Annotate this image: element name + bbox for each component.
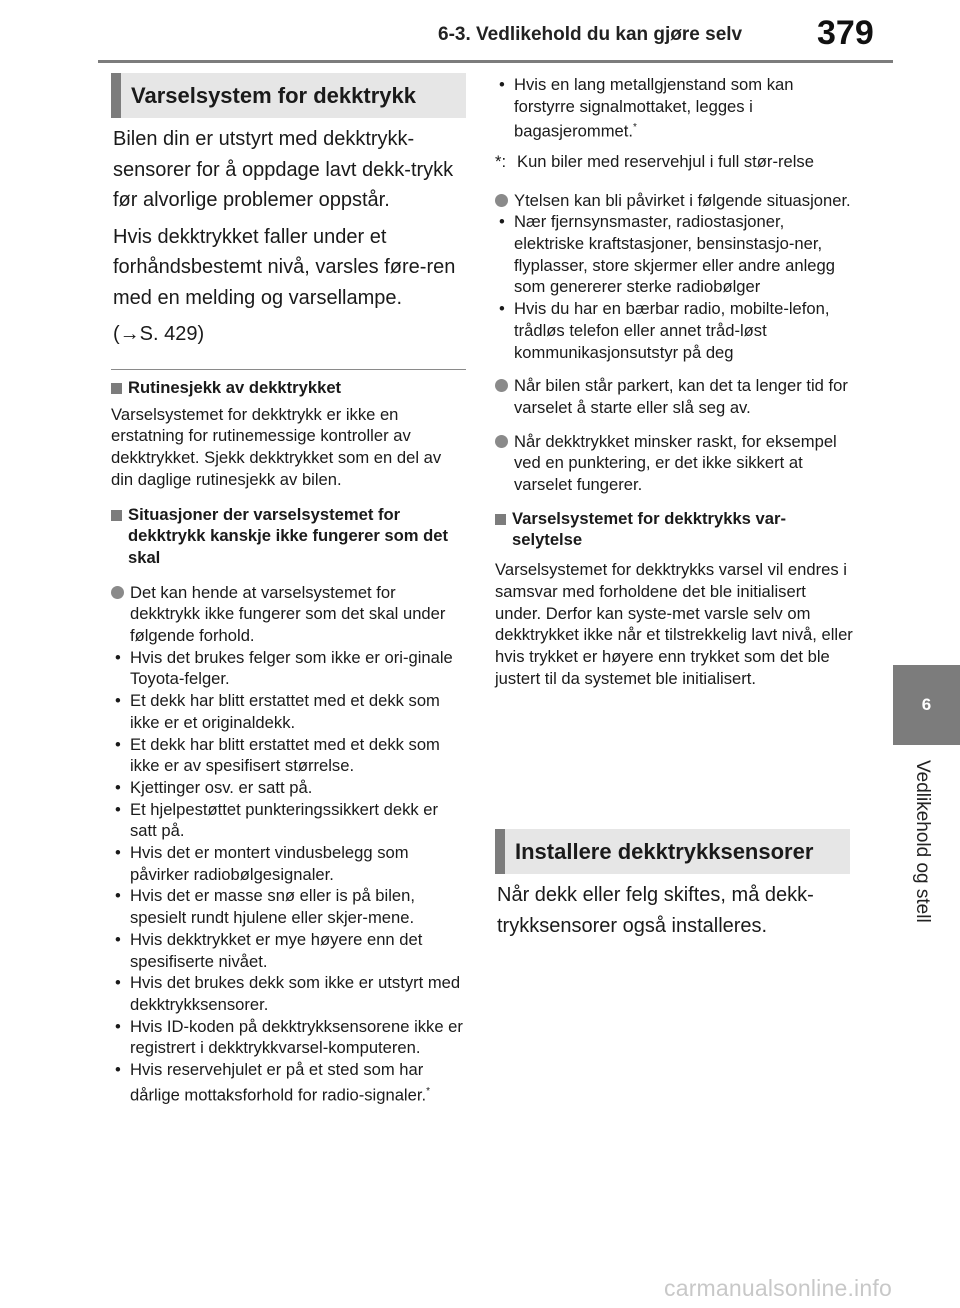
list-item-text: Hvis reservehjulet er på et sted som har dårlige mottaksforhold for radio-signaler.	[130, 1060, 427, 1105]
footnote-text: Kun biler med reservehjul i full stør-relse	[517, 151, 814, 171]
right-body-top	[495, 74, 855, 689]
point-text: Ytelsen kan bli påvirket i følgende situasjoner.	[514, 190, 851, 210]
list-item: • Et hjelpestøttet punkteringssikkert dekk er satt på.	[130, 799, 466, 842]
list-item: • Et dekk har blitt erstattet med et dekk som ikke er et originaldekk.	[130, 690, 466, 733]
point-item	[495, 431, 855, 496]
list-item: • Hvis dekktrykket er mye høyere enn det spesifiserte nivået.	[130, 929, 466, 972]
circle-bullet-icon	[111, 586, 124, 599]
subsection-title: Rutinesjekk av dekktrykket	[128, 378, 342, 397]
circle-bullet-icon	[495, 435, 508, 448]
section-title-tpms	[111, 73, 466, 118]
intro-paragraph-1: Bilen din er utstyrt med dekktrykk-sensorer for å oppdage lavt dekk-trykk før alvorlige problemer oppstår.	[113, 128, 454, 211]
subsection-routine-check	[111, 377, 466, 399]
footnote-asterisk: *	[426, 1085, 430, 1097]
intro-text	[113, 124, 466, 356]
list-item	[130, 1059, 466, 1106]
list-item: • Nær fjernsynsmaster, radiostasjoner, elektriske kraftstasjoner, bensinstasjo-ner, flyplasser, store skjermer eller andre anlegg som genererer sterke radiobølger	[514, 211, 855, 298]
chapter-title: Vedlikehold og stell	[912, 760, 933, 923]
install-text	[497, 880, 855, 947]
list-item: • Kjettinger osv. er satt på.	[130, 777, 466, 799]
point-text: Når dekktrykket minsker raskt, for eksempel ved en punktering, er det ikke sikkert at varselet fungerer.	[514, 431, 837, 495]
page-number: 379	[817, 14, 874, 52]
footnote-mark: *:	[495, 151, 507, 171]
subsection-title: Situasjoner der varselsystemet for dekktrykk kanskje ikke fungerer som det skal	[128, 504, 449, 567]
footnote-asterisk: *	[632, 122, 637, 134]
list-item-text: Hvis en lang metallgjenstand som kan forstyrre signalmottaket, legges i bagasjerommet.	[514, 75, 794, 141]
warning-performance-text: Varselsystemet for dekktrykks varsel vil endres i samsvar med forholdene det ble initialisert under. Derfor kan syste-met varsle selv om dekktrykket ikke når et tilstrekkelig lavt nivå, eller hvis trykket er høyere enn trykket som det ble justert til da systemet ble initialisert.	[495, 560, 853, 688]
chapter-number: 6	[921, 695, 932, 714]
install-paragraph: Når dekk eller felg skiftes, må dekk-trykksensorer også installeres.	[497, 884, 814, 937]
section-header: 6-3. Vedlikehold du kan gjøre selv	[438, 24, 743, 45]
routine-check-text: Varselsystemet for dekktrykk er ikke en erstatning for rutinemessige kontroller av dekktrykket. Sjekk dekktrykket som en del av din daglige rutinesjekk av bilen.	[111, 404, 442, 489]
point-text: Det kan hende at varselsystemet for dekktrykk ikke fungerer som det skal under følgende forhold.	[130, 582, 446, 646]
intro-paragraph-2: Hvis dekktrykket faller under et forhåndsbestemt nivå, varsles føre-ren med en melding og varsellampe.	[113, 225, 456, 309]
section-title-text: Varselsystem for dekktrykk	[131, 82, 416, 108]
subsection-warning-performance	[495, 508, 855, 551]
continued-list	[495, 74, 855, 143]
subsection-situations	[111, 504, 466, 569]
situations-list	[111, 647, 466, 1106]
chapter-tab	[893, 665, 960, 745]
list-item: • Hvis ID-koden på dekktrykksensorene ikke er registrert i dekktrykkvarsel-komputeren.	[130, 1016, 466, 1059]
list-item: • Et dekk har blitt erstattet med et dekk som ikke er av spesifisert størrelse.	[130, 734, 466, 777]
list-item: • Hvis det brukes felger som ikke er ori-ginale Toyota-felger.	[130, 647, 466, 690]
divider	[111, 369, 466, 370]
point-text: Når bilen står parkert, kan det ta lenger tid for varselet å starte eller slå seg av.	[514, 376, 848, 417]
interference-list	[495, 211, 855, 363]
list-item: • Hvis det brukes dekk som ikke er utstyrt med dekktrykksensorer.	[130, 972, 466, 1015]
circle-bullet-icon	[495, 379, 508, 392]
circle-bullet-icon	[495, 194, 508, 207]
list-item: • Hvis det er masse snø eller is på bilen, spesielt rundt hjulene eller skjer-mene.	[130, 885, 466, 928]
list-item	[514, 74, 855, 143]
intro-reference: (→S. 429)	[113, 323, 205, 345]
section-title-install	[495, 829, 850, 874]
watermark: carmanualsonline.info	[664, 1275, 892, 1301]
section-title-text: Installere dekktrykksensorer	[515, 838, 814, 864]
point-item	[495, 375, 855, 418]
list-item: • Hvis det er montert vindusbelegg som påvirker radiobølgesignaler.	[130, 842, 466, 885]
point-item	[111, 582, 466, 647]
list-item: • Hvis du har en bærbar radio, mobilte-lefon, trådløs telefon eller annet tråd-løst kommunikasjonsutstyr på deg	[514, 298, 855, 363]
header-rule	[98, 60, 893, 63]
point-item	[495, 190, 855, 212]
subsection-title: Varselsystemet for dekktrykks var-selytelse	[512, 508, 786, 550]
square-bullet-icon	[111, 510, 122, 521]
square-bullet-icon	[111, 383, 122, 394]
square-bullet-icon	[495, 514, 506, 525]
left-body	[111, 377, 466, 1106]
footnote	[495, 148, 855, 176]
